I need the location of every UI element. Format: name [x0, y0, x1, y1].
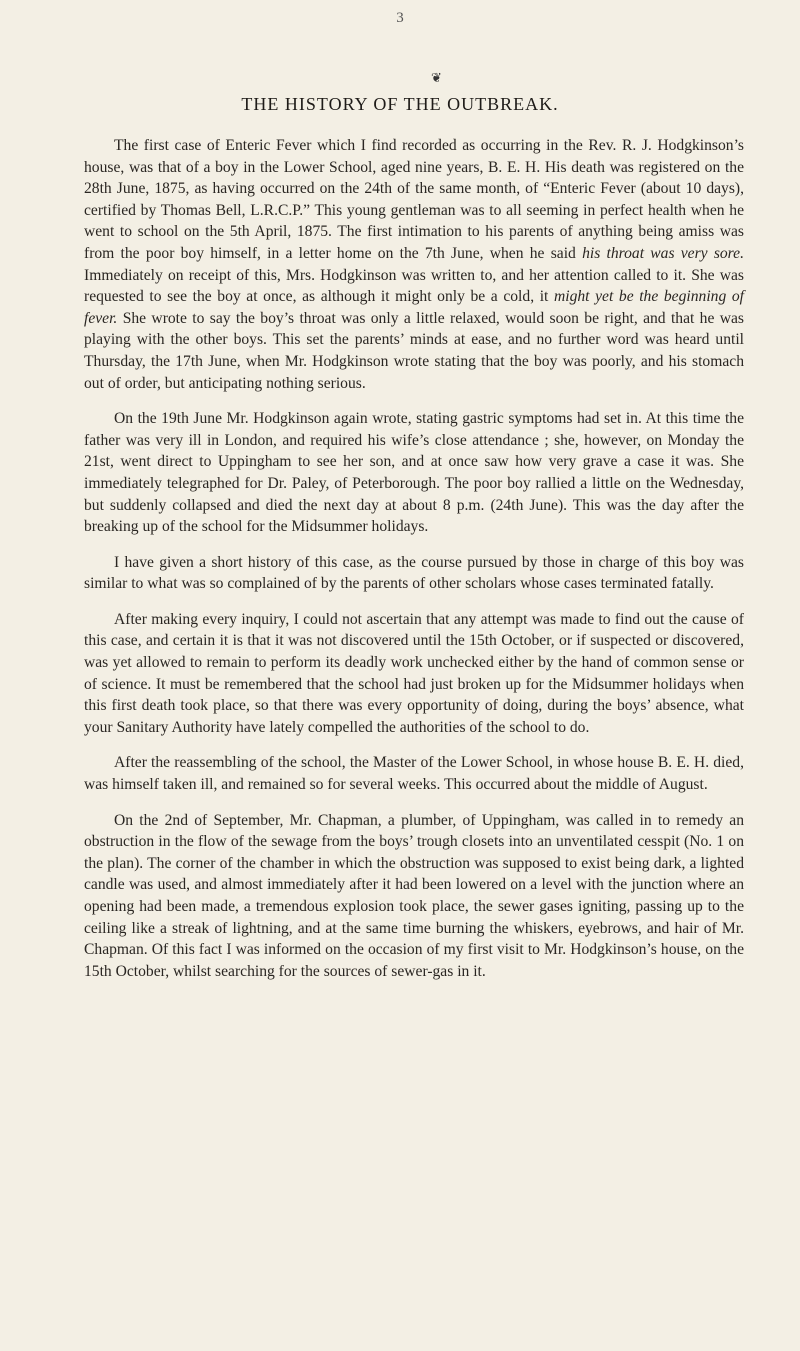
paragraph-4: After making every inquiry, I could not ascertain that any attempt was made to find out the cause of this case, and certain it is that it was not discovered until the 15th October, or if suspected or discovered, was yet allowed to remain to perform its deadly work unchecked either by the hand of common sense or of science. It must be remembered that the school had just broken up for the Midsummer holidays when this first death took place, so that there was every opportunity of doing, during the boys’ absence, what your Sanitary Authority have lately compelled the authorities of the school to do. [84, 610, 744, 736]
page-title: THE HISTORY OF THE OUTBREAK. [241, 94, 559, 114]
paragraph-1-italic-a: his throat was very sore. [582, 244, 744, 262]
paragraph-1-text-a: The first case of Enteric Fever which I find recorded as occurring in the Rev. R. J. Hodgkinson’s house, was that of a boy in the Lower School, aged nine years, B. E. H. His death was registered on the 28th June, 1875, as having occurred on the 24th of the same month, of “Enteric Fever (about 10 days), certified by Thomas Bell, L.R.C.P.” This young gentleman was to all seeming in perfect health when he went to school on the 5th April, 1875. The first intimation to his parents of anything being amiss was from the poor boy himself, in a letter home on the 7th June, when he said [84, 137, 744, 262]
paragraph-5: After the reassembling of the school, the Master of the Lower School, in whose house B. E. H. died, was himself taken ill, and remained so for several weeks. This occurred about the middle of August. [84, 754, 744, 794]
paragraph-6: On the 2nd of September, Mr. Chapman, a plumber, of Uppingham, was called in to remedy an obstruction in the flow of the sewage from the boys’ trough closets into an unventilated cesspit (No. 1 on the plan). The corner of the chamber in which the obstruction was supposed to exist being dark, a lighted candle was used, and almost immediately after it had been lowered on a level with the junction where an opening had been made, a tremendous explosion took place, the sewer gases igniting, passing up to the ceiling like a streak of lightning, and at the same time burning the whiskers, eyebrows, and hair of Mr. Chapman. Of this fact I was informed on the occasion of my first visit to Mr. Hodgkinson’s house, on the 15th October, whilst searching for the sources of sewer-gas in it. [84, 811, 744, 980]
paragraph-3: I have given a short history of this case, as the course pursued by those in charge of this boy was similar to what was so complained of by the parents of other scholars whose cases terminated fatally. [84, 553, 744, 593]
paragraph-1 [84, 135, 744, 394]
paragraph-1-text-b: Immediately on receipt of this, Mrs. Hodgkinson was written to, and her attention called to it. She was requested to see the boy at once, as although it might only be a cold, it [84, 266, 744, 306]
paragraph-1-italic-b: might yet be the beginning of fever. [84, 288, 744, 327]
ornament-mark: ❦ [431, 70, 442, 85]
page-number: 3 [396, 10, 404, 26]
paragraph-1-text-c: She wrote to say the boy’s throat was only a little relaxed, would soon be right, and that he was playing with the other boys. This set the parents’ minds at ease, and no further word was heard until Thursday, the 17th June, when Mr. Hodgkinson wrote stating that the boy was poorly, and his stomach out of order, but anticipating nothing serious. [84, 309, 744, 392]
paragraph-2: On the 19th June Mr. Hodgkinson again wrote, stating gastric symptoms had set in. At this time the father was very ill in London, and required his wife’s close attendance ; she, however, on Monday the 21st, went direct to Uppingham to see her son, and at once saw how very grave a case it was. She immediately telegraphed for Dr. Paley, of Peterborough. The poor boy rallied a little on the Wednesday, but suddenly collapsed and died the next day at about 8 p.m. (24th June). This was the day after the breaking up of the school for the Midsummer holidays. [84, 410, 744, 536]
body-text [84, 135, 744, 996]
